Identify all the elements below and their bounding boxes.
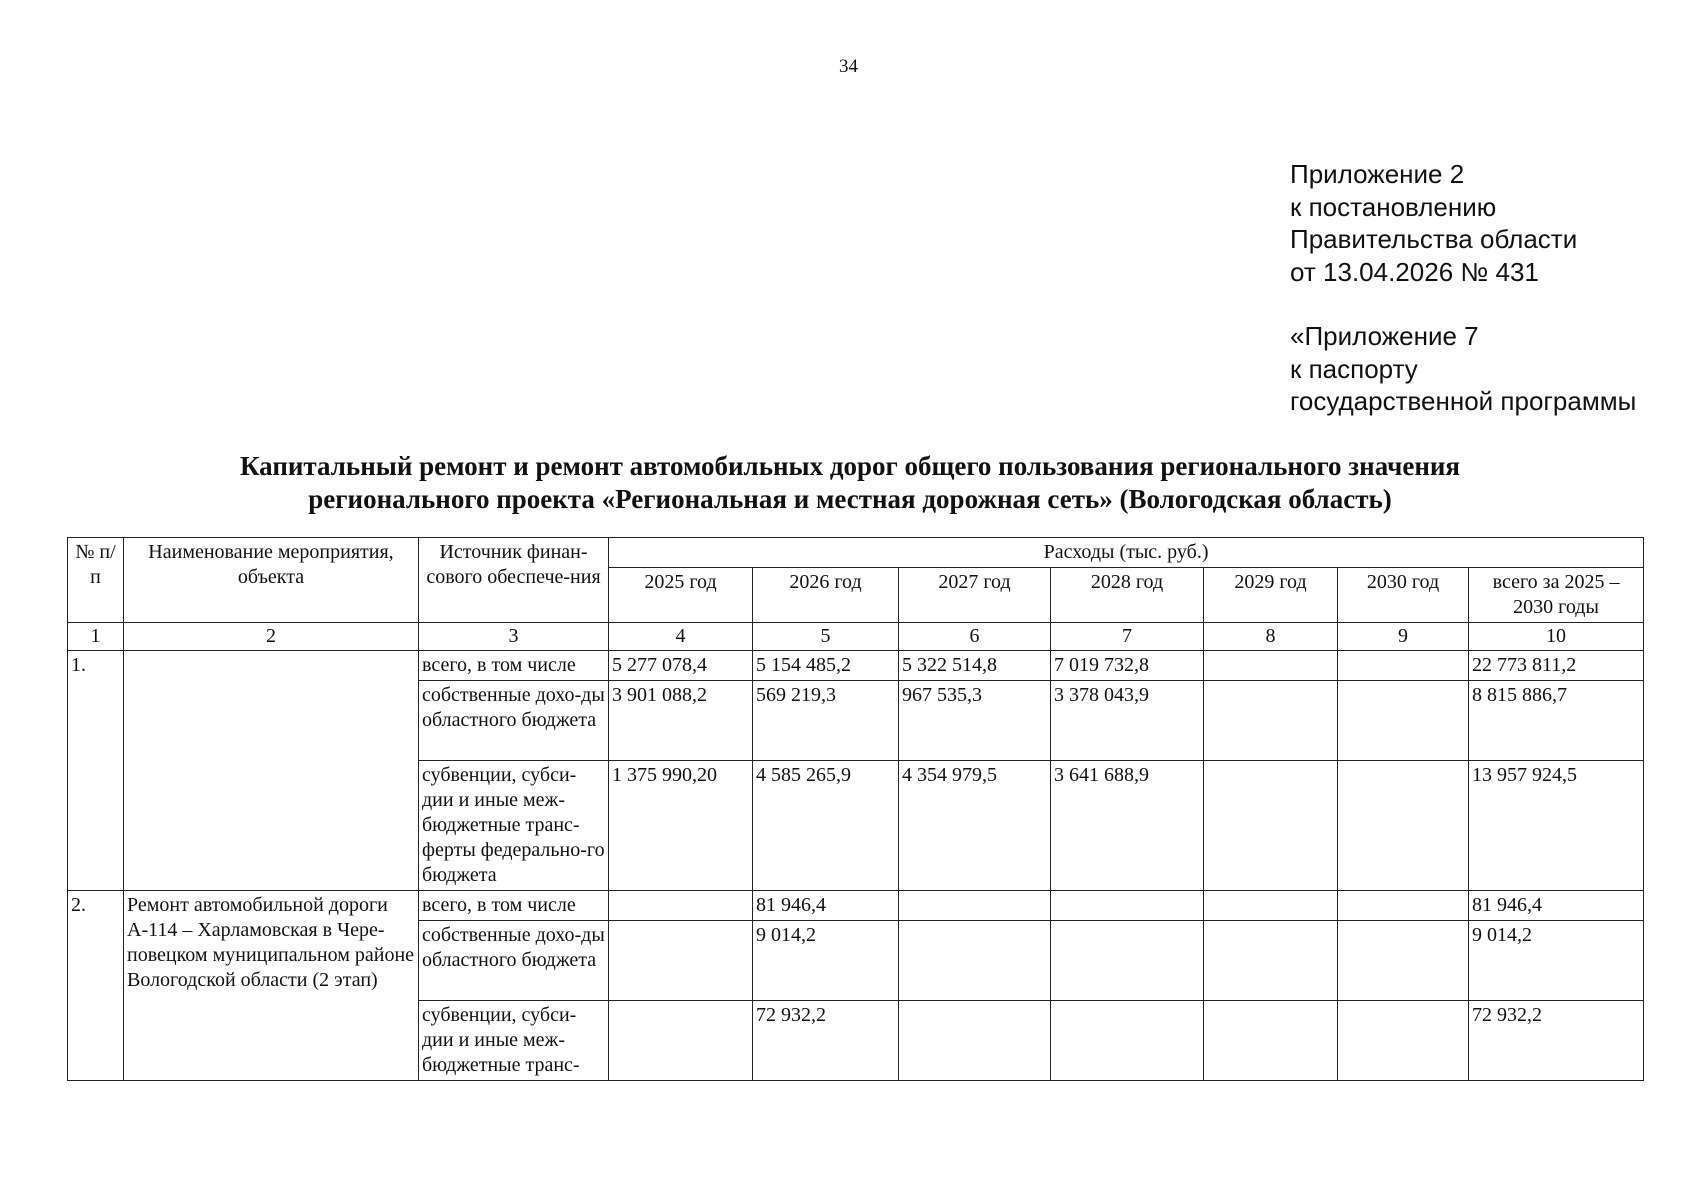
header-year: 2025 год	[609, 568, 753, 623]
column-number: 5	[753, 623, 899, 651]
appendix-line: государственной программы	[1290, 386, 1637, 416]
source-cell: субвенции, субси-дии и иные меж-бюджетные транс-	[419, 1001, 609, 1081]
header-name: Наименование мероприятия, объекта	[124, 538, 419, 623]
column-number: 6	[899, 623, 1051, 651]
value-cell	[1204, 921, 1338, 1001]
page-number: 34	[839, 56, 858, 77]
total-cell: 81 946,4	[1469, 891, 1644, 921]
value-cell: 569 219,3	[753, 681, 899, 761]
header-expenses: Расходы (тыс. руб.)	[609, 538, 1644, 568]
column-number: 7	[1051, 623, 1204, 651]
column-number: 3	[419, 623, 609, 651]
value-cell	[1338, 921, 1469, 1001]
column-number: 2	[124, 623, 419, 651]
table-row	[68, 651, 1644, 681]
value-cell: 72 932,2	[753, 1001, 899, 1081]
value-cell: 7 019 732,8	[1051, 651, 1204, 681]
value-cell: 9 014,2	[753, 921, 899, 1001]
source-cell: субвенции, субси-дии и иные меж-бюджетные транс-ферты федерально-го бюджета	[419, 761, 609, 891]
appendix-line: к постановлению	[1290, 191, 1497, 222]
row-number: 1.	[68, 651, 124, 891]
value-cell	[1204, 651, 1338, 681]
header-source: Источник финан-сового обеспече-ния	[419, 538, 609, 623]
value-cell: 3 901 088,2	[609, 681, 753, 761]
value-cell	[1204, 681, 1338, 761]
value-cell	[1051, 891, 1204, 921]
value-cell	[1338, 651, 1469, 681]
column-number: 1	[68, 623, 124, 651]
row-name	[124, 651, 419, 891]
appendix-line: Правительства области	[1290, 224, 1578, 254]
column-number: 8	[1204, 623, 1338, 651]
source-cell: собственные дохо-ды областного бюджета	[419, 681, 609, 761]
column-number: 10	[1469, 623, 1644, 651]
value-cell: 81 946,4	[753, 891, 899, 921]
total-cell: 8 815 886,7	[1469, 681, 1644, 761]
appendix-line: к паспорту	[1290, 353, 1418, 384]
source-cell: всего, в том числе	[419, 891, 609, 921]
header-year: 2026 год	[753, 568, 899, 623]
appendix-line: Приложение 2	[1290, 159, 1465, 189]
value-cell	[899, 891, 1051, 921]
value-cell	[1338, 1001, 1469, 1081]
value-cell	[1338, 681, 1469, 761]
title-line-1: Капитальный ремонт и ремонт автомобильных дорог общего пользования регионального значения	[239, 451, 1461, 481]
value-cell: 5 154 485,2	[753, 651, 899, 681]
value-cell	[1338, 761, 1469, 891]
value-cell	[1338, 891, 1469, 921]
header-year: 2027 год	[899, 568, 1051, 623]
total-cell: 9 014,2	[1469, 921, 1644, 1001]
value-cell: 5 322 514,8	[899, 651, 1051, 681]
source-cell: собственные дохо-ды областного бюджета	[419, 921, 609, 1001]
appendix-block	[1290, 158, 1636, 418]
column-number: 9	[1338, 623, 1469, 651]
appendix-line: «Приложение 7	[1290, 321, 1479, 351]
value-cell: 4 354 979,5	[899, 761, 1051, 891]
total-cell: 72 932,2	[1469, 1001, 1644, 1081]
header-year: 2028 год	[1051, 568, 1204, 623]
value-cell	[899, 1001, 1051, 1081]
value-cell: 1 375 990,20	[609, 761, 753, 891]
header-year: 2029 год	[1204, 568, 1338, 623]
value-cell	[1204, 891, 1338, 921]
value-cell: 3 641 688,9	[1051, 761, 1204, 891]
table-row	[68, 891, 1644, 921]
row-name: Ремонт автомобильной дороги А-114 – Харламовская в Чере-повецком муниципальном районе Вологодской области (2 этап)	[124, 891, 419, 1081]
value-cell: 967 535,3	[899, 681, 1051, 761]
title-line-2: регионального проекта «Региональная и местная дорожная сеть» (Вологодская область)	[308, 484, 1392, 514]
value-cell	[1204, 761, 1338, 891]
appendix-line: от 13.04.2026 № 431	[1290, 256, 1539, 287]
header-year: 2030 год	[1338, 568, 1469, 623]
total-cell: 13 957 924,5	[1469, 761, 1644, 891]
value-cell	[1051, 921, 1204, 1001]
value-cell: 4 585 265,9	[753, 761, 899, 891]
value-cell	[609, 1001, 753, 1081]
value-cell	[1204, 1001, 1338, 1081]
value-cell	[899, 921, 1051, 1001]
value-cell: 3 378 043,9	[1051, 681, 1204, 761]
document-title	[120, 450, 1580, 516]
source-cell: всего, в том числе	[419, 651, 609, 681]
value-cell	[609, 921, 753, 1001]
column-number: 4	[609, 623, 753, 651]
value-cell	[1051, 1001, 1204, 1081]
header-total: всего за 2025 – 2030 годы	[1469, 568, 1644, 623]
total-cell: 22 773 811,2	[1469, 651, 1644, 681]
row-number: 2.	[68, 891, 124, 1081]
value-cell: 5 277 078,4	[609, 651, 753, 681]
budget-table	[67, 537, 1644, 1081]
header-num: № п/п	[68, 538, 124, 623]
value-cell	[609, 891, 753, 921]
